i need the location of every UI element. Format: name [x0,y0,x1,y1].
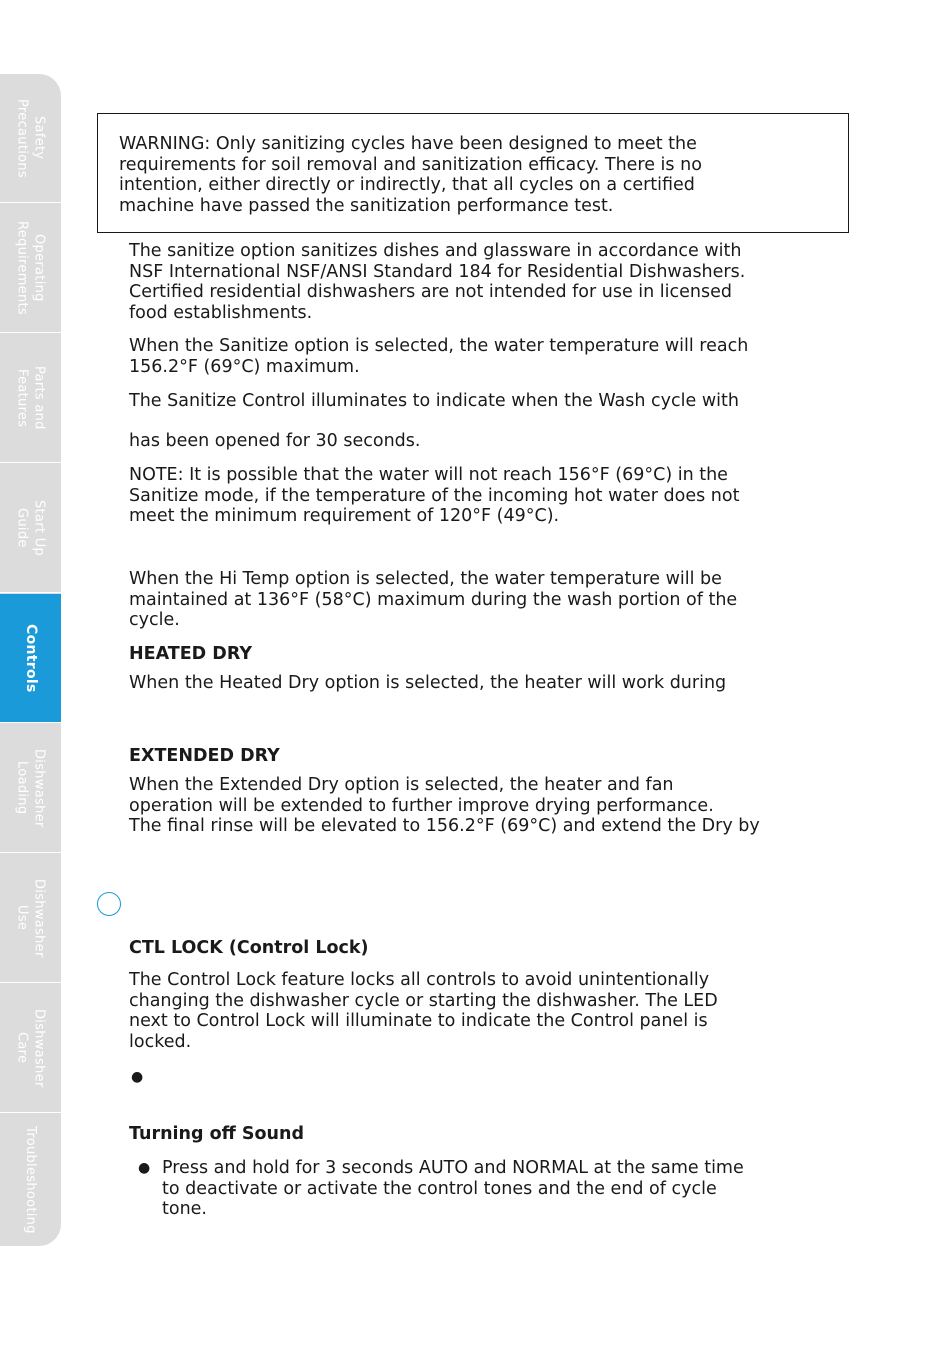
sanitize-temperature: When the Sanitize option is selected, the water temperature will reach 156.2°F (69°C) maximum. [129,336,749,377]
hi-temp-text: When the Hi Temp option is selected, the water temperature will be maintained at 136°F (58°C) maximum during the wash portion of the cycle. [129,569,738,630]
tab-label: Dishwasher Use [14,878,47,958]
heated-dry-text: When the Heated Dry option is selected, the heater will work during [129,673,727,693]
warning-box [97,113,849,233]
sound-instruction-text: Press and hold for 3 seconds AUTO and NORMAL at the same time to deactivate or activate the control tones and the end of cycle tone. [162,1158,744,1219]
ctl-lock-text: The Control Lock feature locks all controls to avoid unintentionally changing the dishwasher cycle or starting the dishwasher. The LED next to Control Lock will illuminate to indicate the Control panel is locked. [129,970,718,1052]
tab-label: Dishwasher Loading [14,748,47,828]
tab-label: Operating Requirements [14,221,47,315]
tab-label: Dishwasher Care [14,1008,47,1088]
sanitize-description: The sanitize option sanitizes dishes and glassware in accordance with NSF International NSF/ANSI Standard 184 for Residential Dishwashers. Certified residential dishwashers are not intended for use in licensed food establishments. [129,241,746,323]
extended-dry-heading: EXTENDED DRY [129,746,280,766]
bullet-icon: ● [138,1160,151,1176]
tab-label: Troubleshooting [23,1126,38,1234]
turning-off-sound-heading: Turning off Sound [129,1124,304,1144]
ctl-lock-heading: CTL LOCK (Control Lock) [129,938,369,958]
sanitize-door-text: has been opened for 30 seconds. [129,431,421,451]
sanitize-control-text: The Sanitize Control illuminates to indicate when the Wash cycle with [129,391,739,411]
tab-dishwasher-use[interactable] [0,854,61,983]
tab-controls[interactable] [0,594,61,723]
tab-parts-and-features[interactable] [0,334,61,463]
tab-label: Safety Precautions [14,98,47,178]
tab-dishwasher-loading[interactable] [0,724,61,853]
tab-start-up-guide[interactable] [0,464,61,593]
circle-outline-icon [97,892,121,916]
tab-dishwasher-care[interactable] [0,984,61,1113]
bullet-icon: ● [131,1069,144,1085]
sanitize-note: NOTE: It is possible that the water will not reach 156°F (69°C) in the Sanitize mode, if the temperature of the incoming hot water does not meet the minimum requirement of 120°F (49°C). [129,465,740,526]
tab-label: Parts and Features [14,366,47,430]
tab-label: Start Up Guide [14,499,47,557]
tab-operating-requirements[interactable] [0,204,61,333]
tab-troubleshooting[interactable] [0,1114,61,1246]
extended-dry-text: When the Extended Dry option is selected, the heater and fan operation will be extended to further improve drying performance. The final rinse will be elevated to 156.2°F (69°C) and extend the Dry by [129,775,760,836]
tab-safety-precautions[interactable] [0,74,61,203]
warning-text: WARNING: Only sanitizing cycles have been designed to meet the requirements for soil removal and sanitization efficacy. There is no intention, either directly or indirectly, that all cycles on a certified machine have passed the sanitization performance test. [119,134,702,216]
heated-dry-heading: HEATED DRY [129,644,253,664]
side-tab-strip [0,74,61,1246]
tab-label: Controls [23,623,39,693]
